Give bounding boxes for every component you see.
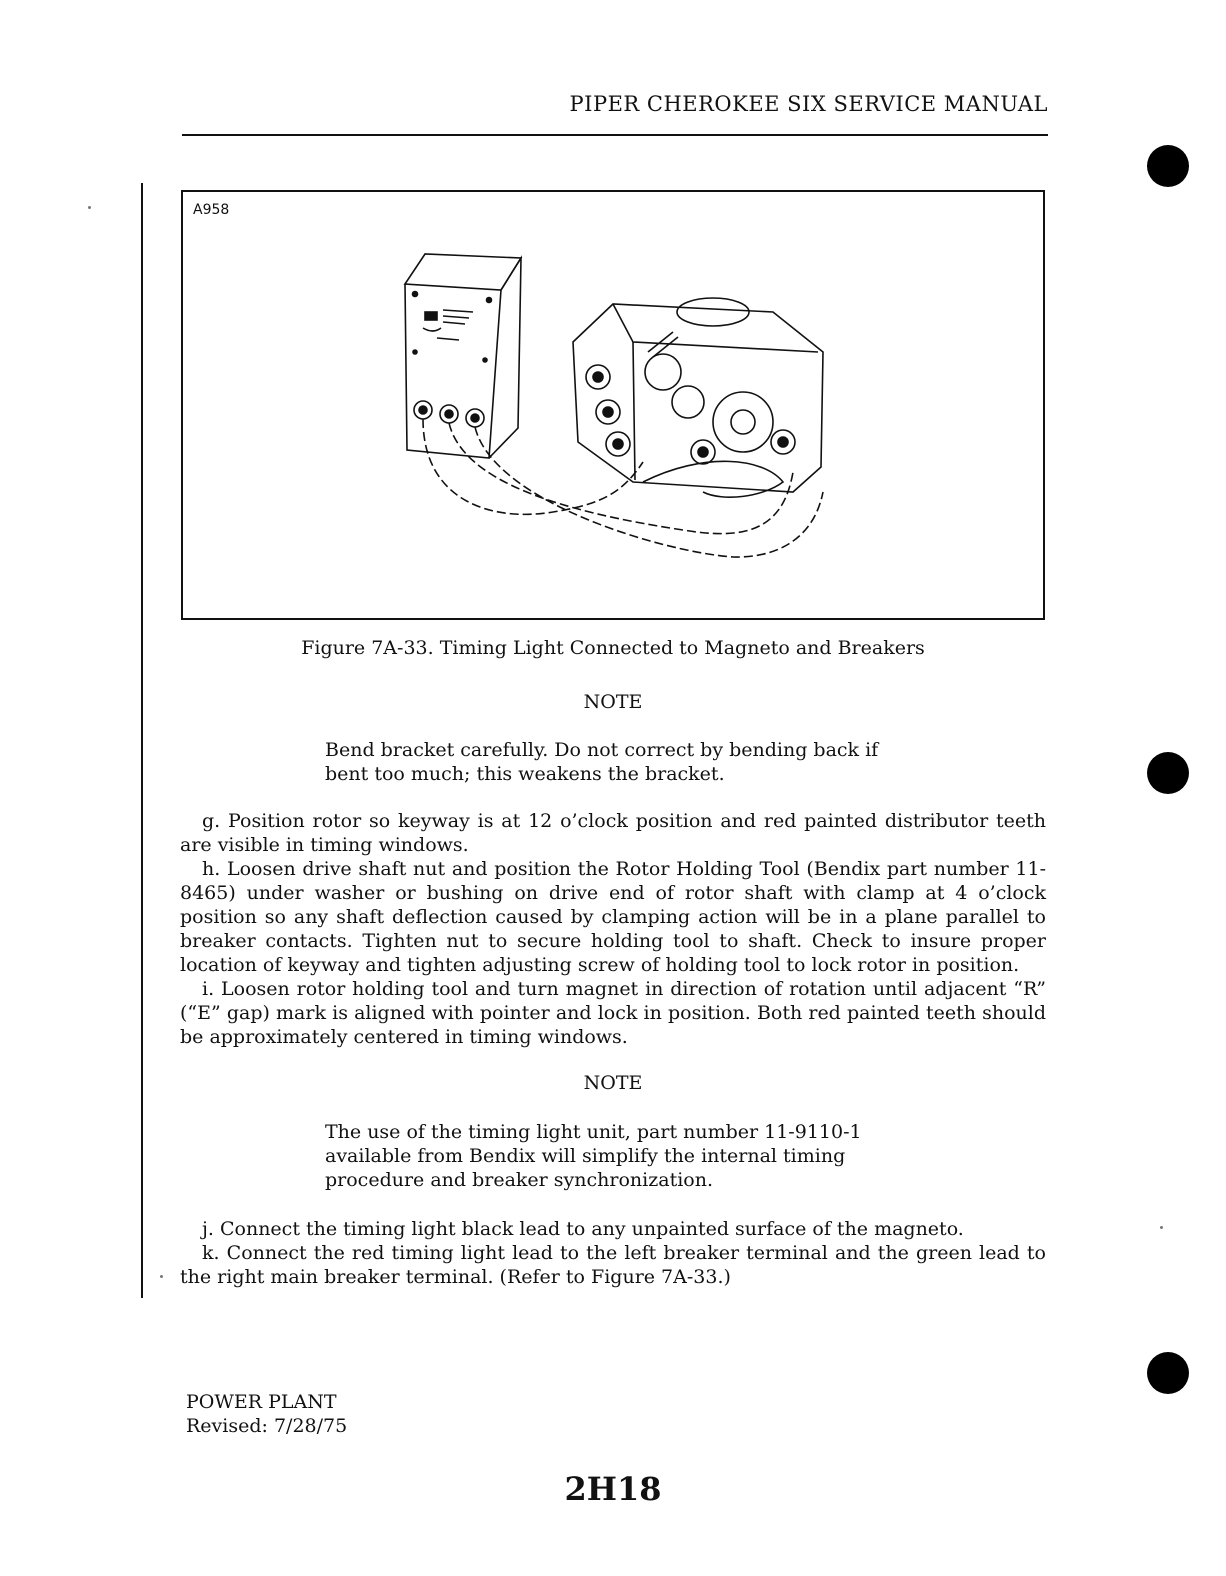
step-label: g.: [202, 810, 221, 832]
step-label: j.: [202, 1218, 214, 1240]
note-text-2: The use of the timing light unit, part number 11-9110-1 available from Bendix will simplify the internal timing procedure and breaker synchronization.: [325, 1121, 862, 1191]
page-number: 2H18: [564, 1470, 662, 1508]
figure-frame: [181, 190, 1045, 620]
step-text: Connect the red timing light lead to the left breaker terminal and the green lead to the right main breaker terminal. (Refer to Figure 7A-33.): [180, 1242, 1046, 1288]
scan-speck: [1160, 1226, 1163, 1229]
step-text: Connect the timing light black lead to any unpainted surface of the magneto.: [219, 1218, 964, 1240]
magneto-assembly: [573, 298, 823, 497]
scan-speck: [88, 206, 91, 209]
footer-section: POWER PLANT: [186, 1391, 337, 1413]
step-label: i.: [202, 978, 215, 1000]
binder-hole-bottom: [1147, 1352, 1189, 1394]
scan-speck: [160, 1275, 163, 1278]
header-rule: [182, 134, 1048, 136]
step-text: Position rotor so keyway is at 12 o’clock position and red painted distributor teeth are visible in timing windows.: [180, 810, 1046, 856]
timing-light-leads: [423, 419, 823, 557]
step-k: [180, 1241, 1046, 1289]
step-label: h.: [202, 858, 221, 880]
note-text-1: Bend bracket carefully. Do not correct by bending back if bent too much; this weakens the bracket.: [325, 739, 879, 785]
footer-revised-date: Revised: 7/28/75: [186, 1415, 348, 1437]
figure-caption: Figure 7A-33. Timing Light Connected to Magneto and Breakers: [301, 637, 925, 659]
step-text: Loosen rotor holding tool and turn magnet in direction of rotation until adjacent “R” (“E” gap) mark is aligned with pointer and lock in position. Both red painted teeth should be approximately centered in timing windows.: [180, 978, 1046, 1048]
figure-id-label: A958: [193, 202, 230, 218]
page-header-title: PIPER CHEROKEE SIX SERVICE MANUAL: [569, 92, 1048, 116]
step-j: [180, 1217, 1046, 1241]
step-text: Loosen drive shaft nut and position the Rotor Holding Tool (Bendix part number 11-8465) under washer or bushing on drive end of rotor shaft with clamp at 4 o’clock position so any shaft deflection caused by clamping action will be in a plane parallel to breaker contacts. Tighten nut to secure holding tool to shaft. Check to insure proper location of keyway and tighten adjusting screw of holding tool to lock rotor in position.: [180, 858, 1046, 976]
note-heading-1: NOTE: [583, 691, 643, 713]
timing-light-magneto-illustration: [403, 212, 843, 592]
step-label: k.: [202, 1242, 220, 1264]
step-g: [180, 809, 1046, 857]
binder-hole-middle: [1147, 752, 1189, 794]
step-h: [180, 857, 1046, 977]
binder-hole-top: [1147, 145, 1189, 187]
note-heading-2: NOTE: [583, 1072, 643, 1094]
revision-change-bar: [141, 183, 143, 1298]
step-i: [180, 977, 1046, 1049]
timing-light-unit: [405, 254, 521, 458]
